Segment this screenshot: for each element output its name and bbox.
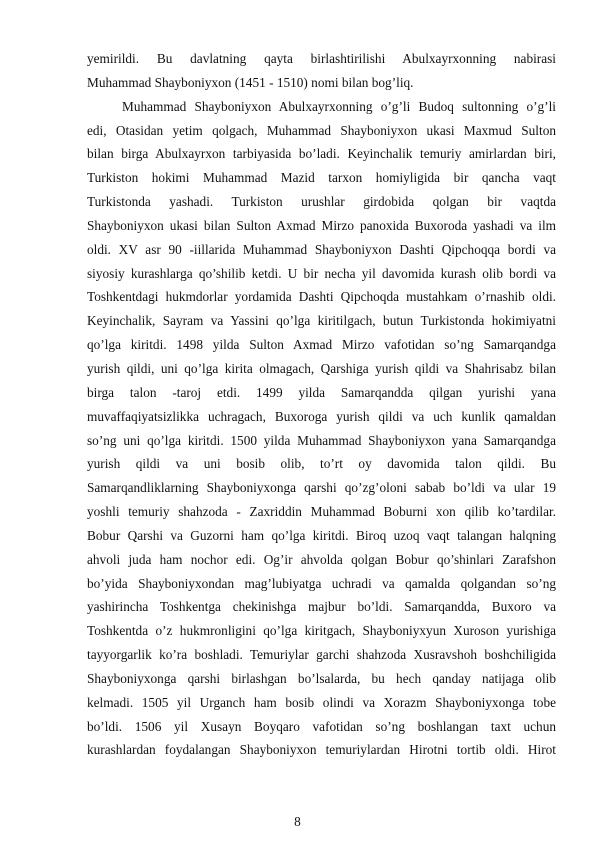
text-line: muvaffaqiyatsizlikka uchragach, Buxoroga yurish qildi va uch kunlik qamaldan <box>87 408 556 424</box>
text-line: Shayboniyxonga qarshi birlashgan bo’lsalarda, bu hech qanday natijaga olib <box>87 670 556 686</box>
text-line: Muhammad Shayboniyxon Abulxayrxonning o’g’li Budoq sultonning o’g’li <box>122 98 556 114</box>
text-line: siyosiy kurashlarga qo’shilib ketdi. U bir necha yil davomida kurash olib bordi va <box>87 265 556 281</box>
paragraph-2 <box>87 95 556 763</box>
text-line: yoshli temuriy shahzoda - Zaxriddin Muhammad Boburni xon qilib ko’tardilar. <box>87 504 556 520</box>
text-line: Muhammad Shayboniyxon (1451 - 1510) nomi bilan bog’liq. <box>87 74 414 90</box>
text-line: Turkistonda yashadi. Turkiston urushlar girdobida qolgan bir vaqtda <box>87 194 556 210</box>
text-line: bo’yida Shayboniyxondan mag’lubiyatga uchradi va qamalda qolgandan so’ng <box>87 575 556 591</box>
text-line: Toshkentda o’z hukmronligini qo’lga kiritgach, Shayboniyxyun Xuroson yurishiga <box>87 623 556 639</box>
text-line: Toshkentdagi hukmdorlar yordamida Dashti Qipchoqda mustahkam o’rnashib oldi. <box>87 289 556 305</box>
text-line: ahvoli juda ham nochor edi. Og’ir ahvolda qolgan Bobur qo’shinlari Zarafshon <box>87 551 556 567</box>
text-line: bo’ldi. 1506 yil Xusayn Boyqaro vafotidan so’ng boshlangan taxt uchun <box>87 718 556 734</box>
text-line: yashirincha Toshkentga chekinishga majbur bo’ldi. Samarqandda, Buxoro va <box>87 599 556 615</box>
text-line: edi, Otasidan yetim qolgach, Muhammad Shayboniyxon ukasi Maxmud Sulton <box>87 122 556 138</box>
text-line: yurish qildi, uni qo’lga kirita olmagach, Qarshiga yurish qildi va Shahrisabz bilan <box>87 360 556 376</box>
paragraph-1 <box>87 47 556 95</box>
document-body <box>87 47 556 762</box>
text-line: qo’lga kiritdi. 1498 yilda Sulton Axmad Mirzo vafotidan so’ng Samarqandga <box>87 337 556 353</box>
text-line: so’ng uni qo’lga kiritdi. 1500 yilda Muhammad Shayboniyxon yana Samarqandga <box>87 432 556 448</box>
text-line: Shayboniyxon ukasi bilan Sulton Axmad Mirzo panoxida Buxoroda yashadi va ilm <box>87 217 556 233</box>
text-line: kelmadi. 1505 yil Urganch ham bosib olindi va Xorazm Shayboniyxonga tobe <box>87 694 556 710</box>
text-line: Keyinchalik, Sayram va Yassini qo’lga kiritilgach, butun Turkistonda hokimiyatni <box>87 313 556 329</box>
text-line: yemirildi. Bu davlatning qayta birlashtirilishi Abulxayrxonning nabirasi <box>87 51 556 66</box>
text-line: Samarqandliklarning Shayboniyxonga qarshi qo’zg’oloni sabab bo’ldi va ular 19 <box>87 480 556 496</box>
text-line: oldi. XV asr 90 -iillarida Muhammad Shayboniyxon Dashti Qipchoqqa bordi va <box>87 241 556 257</box>
text-line: yurish qildi va uni bosib olib, to’rt oy davomida talon qildi. Bu <box>87 456 556 472</box>
page-number: 8 <box>294 814 301 829</box>
text-line: kurashlardan foydalangan Shayboniyxon temuriylardan Hirotni tortib oldi. Hirot <box>87 742 556 758</box>
text-line: birga talon -taroj etdi. 1499 yilda Samarqandda qilgan yurishi yana <box>87 384 556 400</box>
text-line: Turkiston hokimi Muhammad Mazid tarxon homiyligida bir qancha vaqt <box>87 170 556 186</box>
text-line: tayyorgarlik ko’ra boshladi. Temuriylar garchi shahzoda Xusravshoh boshchiligida <box>87 647 556 663</box>
text-line: Bobur Qarshi va Guzorni ham qo’lga kiritdi. Biroq uzoq vaqt talangan halqning <box>87 527 556 543</box>
text-line: bilan birga Abulxayrxon tarbiyasida bo’ladi. Keyinchalik temuriy amirlardan biri, <box>87 146 556 162</box>
